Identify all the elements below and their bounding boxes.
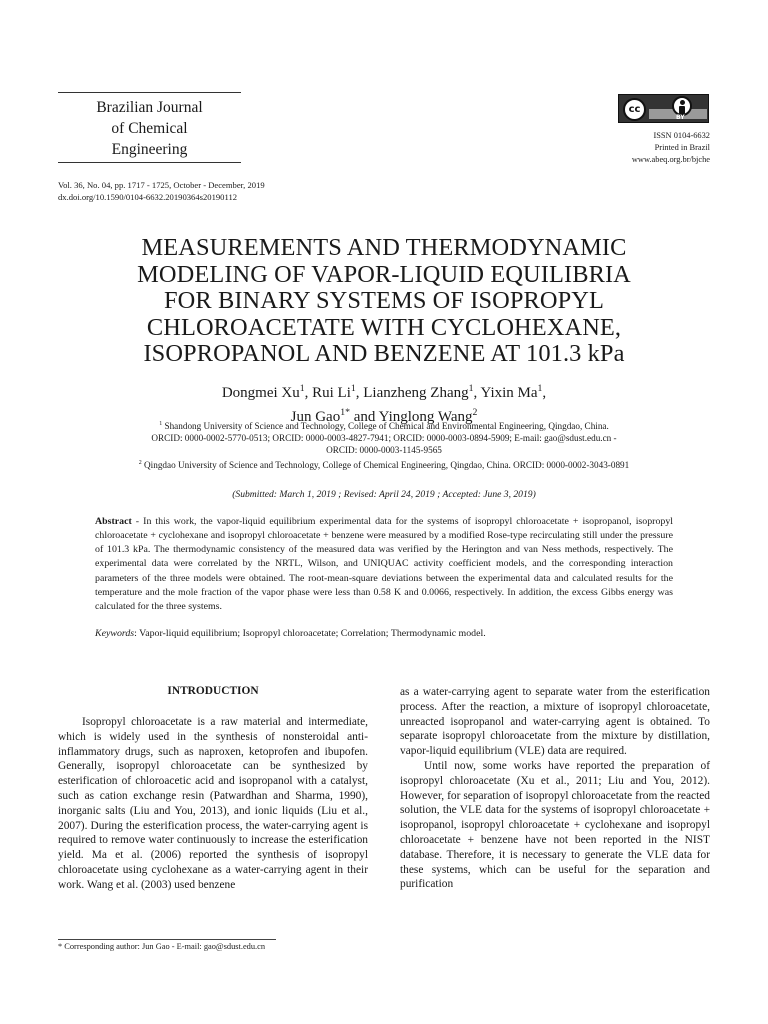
journal-url[interactable]: www.abeq.org.br/bjche: [631, 155, 710, 164]
left-column: [58, 715, 368, 893]
title-line: ISOPROPANOL AND BENZENE AT 101.3 kPa: [143, 340, 625, 368]
keywords: [95, 627, 673, 641]
title-line: MODELING OF VAPOR-LIQUID EQUILIBRIA: [137, 260, 631, 288]
abstract-text: In this work, the vapor-liquid equilibrium experimental data for the systems of isopropyl chloroacetate + isopropanol, isopropyl chloroacetate + cyclohexane and isopropyl chloroacetate + benzene were measured by a modified Rose-type recirculating still under the pressure of 101.3 kPa. The thermodynamic consistency of the measured data was verified by the Herington and van Ness methods, respectively. The experimental data were correlated by the NRTL, Wilson, and UNIQUAC activity coefficient models, and the corresponding interaction parameters of the three models were obtained. The root-mean-square deviations between the experimental data and calculated results for the temperature and the mole fraction of the vapor phase were less than 0.58 K and 0.0066, respectively. In addition, the excess Gibbs energy was calculated for the three systems.: [95, 516, 673, 612]
journal-top-rule: [58, 92, 241, 93]
volume-line: Vol. 36, No. 04, pp. 1717 - 1725, October - December, 2019: [58, 180, 265, 190]
paragraph: as a water-carrying agent to separate water from the esterification process. After the reaction, a mixture of isopropyl chloroacetate, unreacted isopropanol and water-carrying agent is obtained. To separate isopropyl chloroacetate from the mixture by distillation, vapor-liquid equilibrium (VLE) data are required.: [400, 686, 710, 758]
keywords-label: Keywords: [95, 628, 135, 639]
footnote-rule: [58, 939, 276, 940]
author-list: Dongmei Xu$^1$, Rui Li$^1$, Lianzheng Zhang$^1$, Yixin Ma$^1$, Jun Gao$^{1*}$ and Yinglong Wang$^2$: [221, 383, 547, 425]
affiliation-line: ORCID: 0000-0002-5770-0513; ORCID: 0000-0003-4827-7941; ORCID: 0000-0003-0894-5909; E-mail: gao@sdust.edu.cn -: [151, 433, 617, 444]
journal-name-line: Engineering: [111, 141, 188, 158]
section-heading: INTRODUCTION: [167, 685, 259, 697]
paper-title: [60, 235, 708, 368]
right-column: [400, 685, 710, 892]
license-label: BY: [676, 114, 685, 121]
paragraph: Isopropyl chloroacetate is a raw material and intermediate, which is widely used in the synthesis of nonsteroidal anti-inflammatory drugs, such as naproxen, ketoprofen and ibupofen. Generally, isopropyl chloroacetate can be synthesized by esterification of chloroacetic acid and isopropanol with a catalyst, such as cation exchange resin (Patwardhan and Sharma, 1990), inorganic salts (Liu and You, 2013), and ionic liquids (Liu et al., 2007). During the esterification process, the water-carrying agent is required to remove water continuously to increase the esterification yield. Ma et al. (2006) reported the synthesis of isopropyl chloroacetate using cyclohexane as a water-carrying agent in their work. Wang et al. (2003) used benzene: [58, 716, 368, 891]
author-name: Yinglong Wang: [378, 409, 473, 425]
issn-block: [632, 130, 710, 166]
issn-number: ISSN 0104-6632: [653, 131, 710, 140]
author-name: Lianzheng Zhang: [363, 385, 469, 401]
abstract-label: Abstract: [95, 516, 132, 527]
keywords-text: : Vapor-liquid equilibrium; Isopropyl chloroacetate; Correlation; Thermodynamic model.: [134, 628, 486, 639]
author-name: Dongmei Xu: [221, 385, 300, 401]
author-name: Jun Gao: [290, 409, 341, 425]
footnote: * Corresponding author: Jun Gao - E-mail: gao@sdust.edu.cn: [58, 942, 266, 951]
author-name: Yixin Ma: [480, 385, 538, 401]
submission-dates: (Submitted: March 1, 2019 ; Revised: April 24, 2019 ; Accepted: June 3, 2019): [232, 489, 536, 500]
journal-bottom-rule: [58, 162, 241, 163]
title-line: CHLOROACETATE WITH CYCLOHEXANE,: [146, 313, 622, 341]
affiliations: [60, 418, 708, 471]
abstract: Abstract - In this work, the vapor-liquid equilibrium experimental data for the systems of isopropyl chloroacetate + isopropanol, isopropyl chloroacetate + cyclohexane and isopropyl chloroacetate + benzene were measured by a modified Rose-type recirculating still under the pressure of 101.3 kPa. The thermodynamic consistency of the measured data was verified by the Herington and van Ness methods, respectively. The experimental data were correlated by the NRTL, Wilson, and UNIQUAC activity coefficient models, and the corresponding interaction parameters of the three models were obtained. The root-mean-square deviations between the experimental data and calculated results for the temperature and the mole fraction of the vapor phase were less than 0.58 K and 0.0066, respectively. In addition, the excess Gibbs energy was calculated for the three systems.: [95, 516, 673, 612]
journal-name: [58, 97, 241, 160]
affiliation-line: $^2$ Qingdao University of Science and Technology, College of Chemical Engineering, Qingdao, China. ORCID: 0000-0002-3043-0891: [138, 459, 630, 470]
title-line: FOR BINARY SYSTEMS OF ISOPROPYL: [164, 287, 604, 315]
affiliation-line: $^1$ Shandong University of Science and Technology, College of Chemical and Environmental Engineering, Qingdao, China.: [159, 421, 609, 432]
journal-name-line: Brazilian Journal: [96, 99, 203, 116]
volume-info: [58, 179, 265, 203]
doi-link[interactable]: dx.doi.org/10.1590/0104-6632.20190364s20190112: [58, 192, 238, 202]
paragraph: Until now, some works have reported the preparation of isopropyl chloroacetate (Xu et al., 2011; Liu and You, 2012). However, for separation of isopropyl chloroacetate from the reacted solution, the VLE data for the systems of isopropyl chloroacetate + isopropanol, isopropyl chloroacetate + cyclohexane and isopropyl chloroacetate + benzene have not been reported in the NIST database. Therefore, it is necessary to generate the VLE data for these systems, which can be useful for the separation and purification: [400, 759, 710, 891]
affiliation-line: ORCID: 0000-0003-1145-9565: [326, 445, 442, 456]
printed-in: Printed in Brazil: [654, 143, 710, 152]
author-name: Rui Li: [312, 385, 351, 401]
journal-name-line: of Chemical: [111, 120, 188, 137]
title-line: MEASUREMENTS AND THERMODYNAMIC: [141, 234, 627, 261]
attribution-icon: [672, 96, 692, 116]
cc-icon: cc: [623, 98, 646, 121]
cc-by-icon[interactable]: [618, 94, 709, 123]
